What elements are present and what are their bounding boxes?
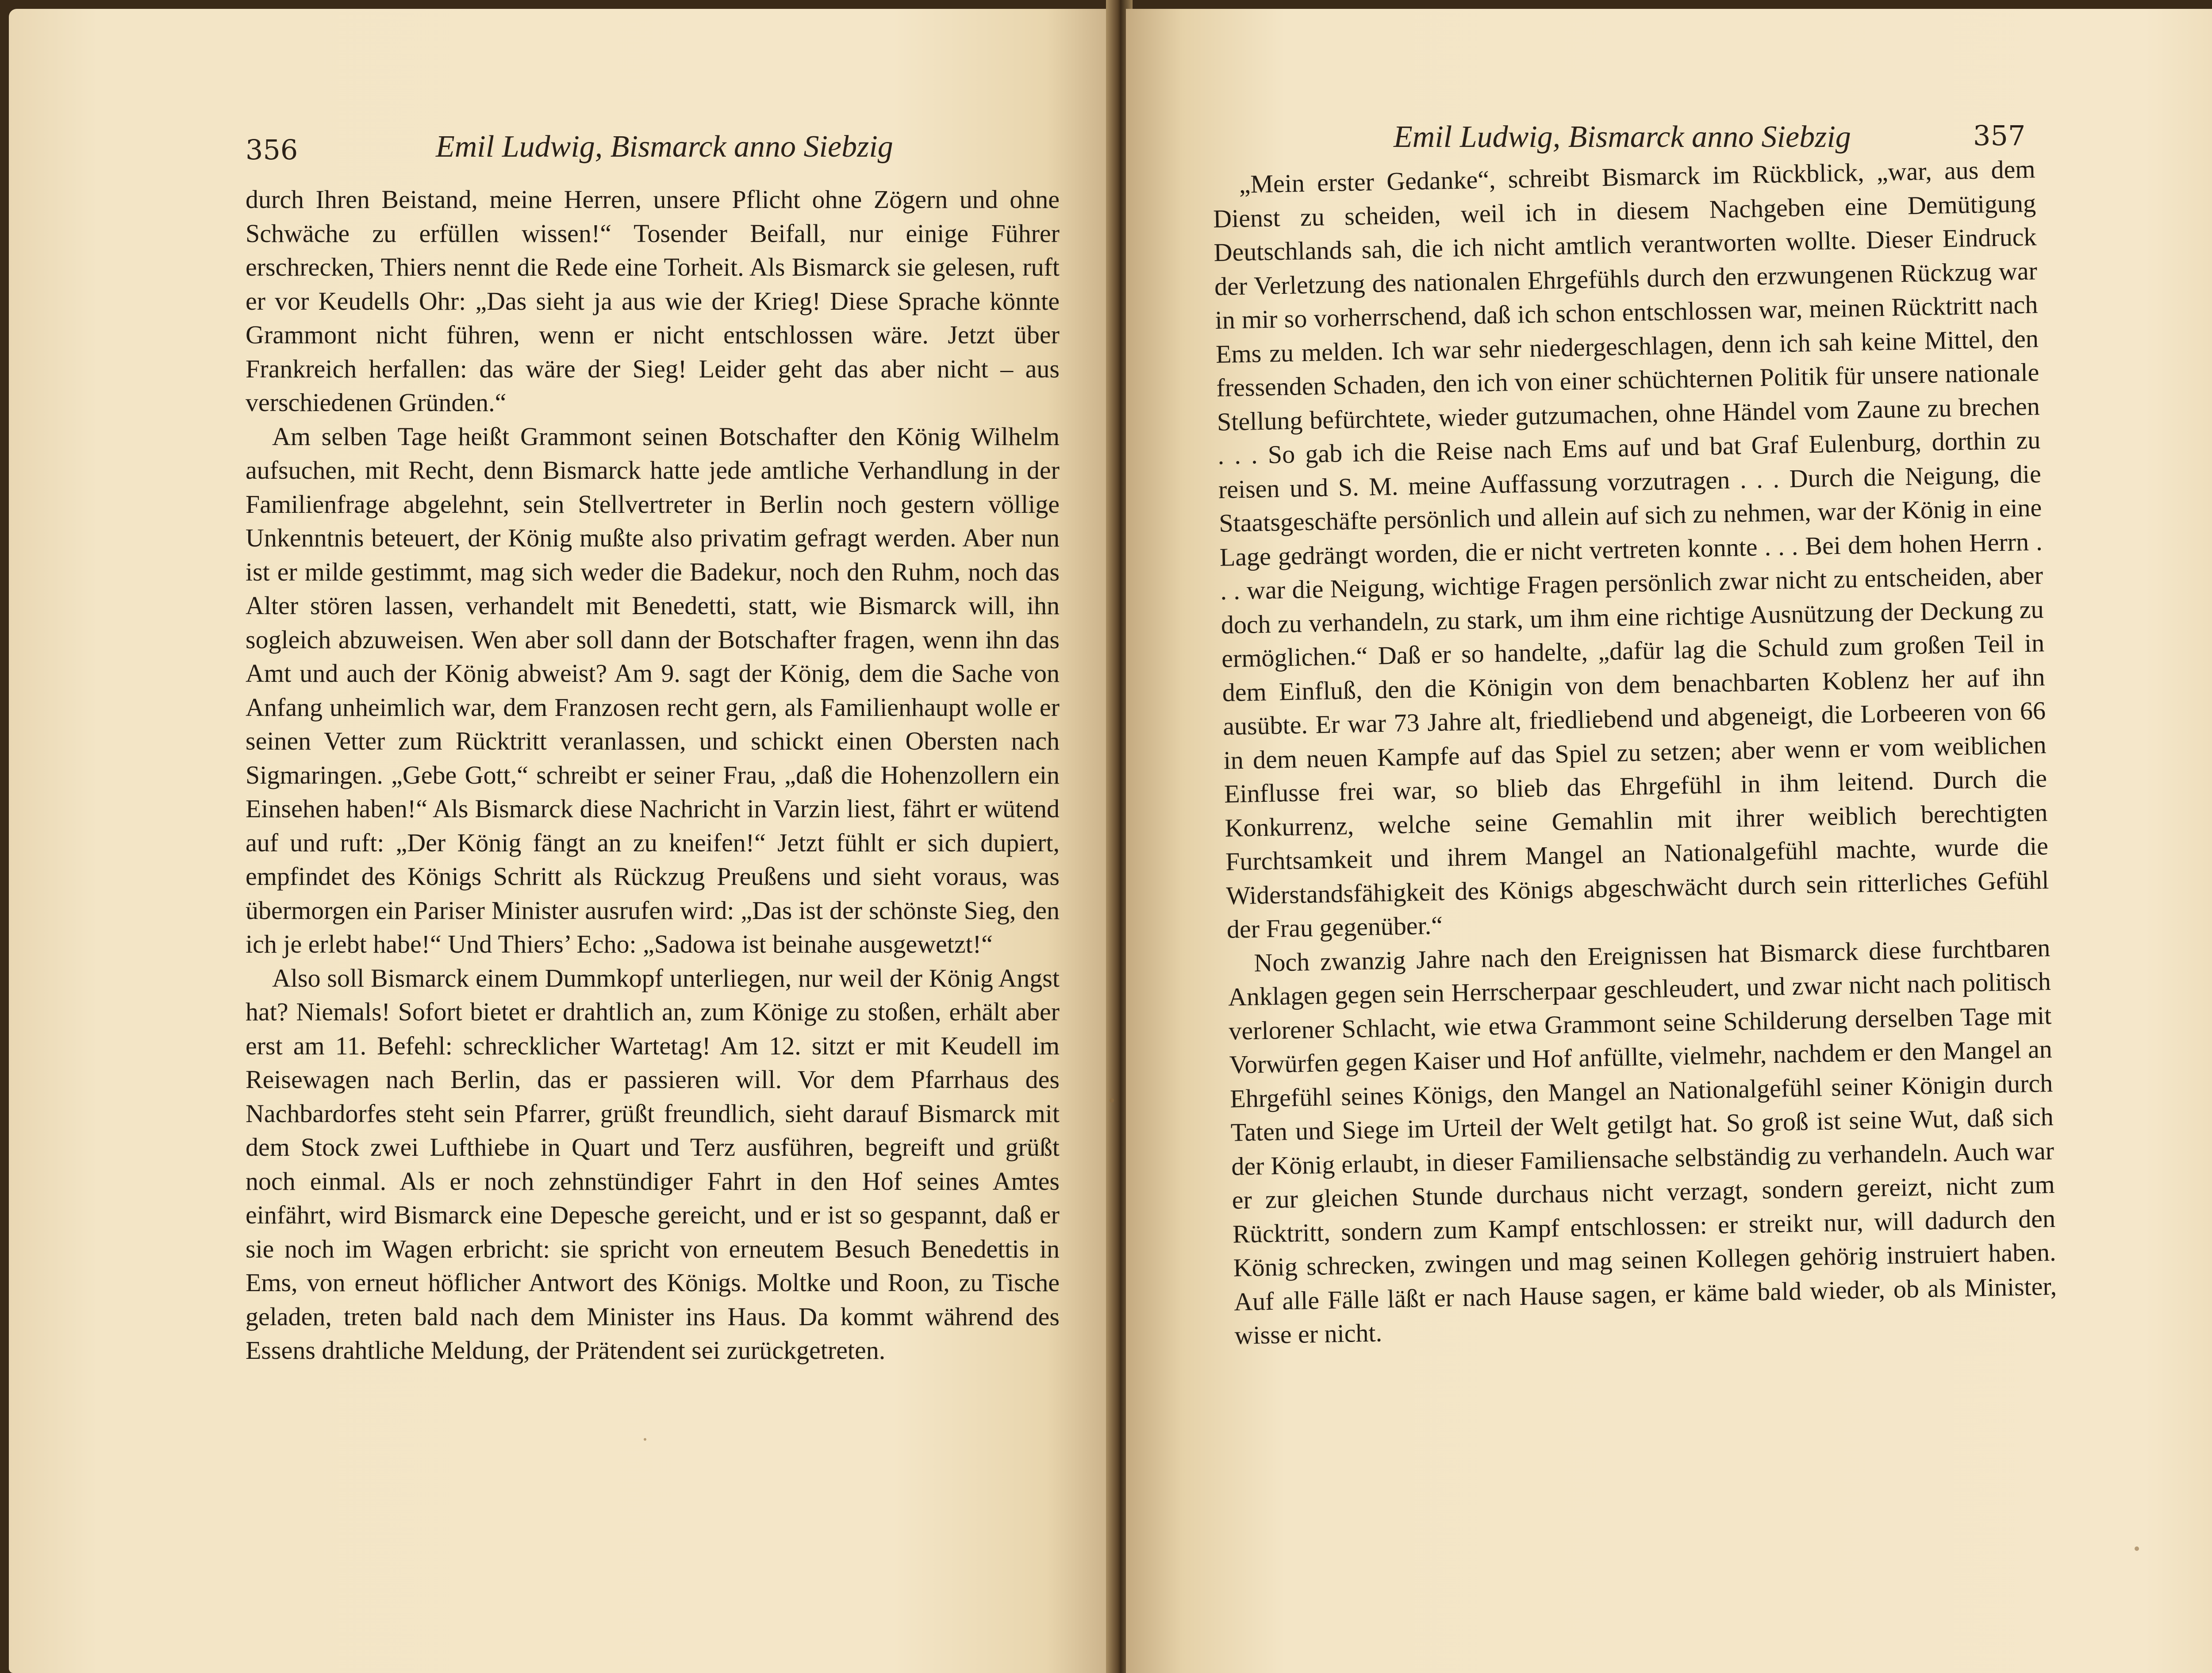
paper-speck xyxy=(1110,1098,1114,1103)
right-running-head: Emil Ludwig, Bismarck anno Siebzig xyxy=(1394,120,1851,154)
left-page-number: 356 xyxy=(246,134,298,166)
left-page-header xyxy=(246,116,1060,165)
right-paragraph: Noch zwanzig Jahre nach den Ereignissen hat Bismarck diese furchtbaren Anklagen gegen sein Herrscherpaar geschleudert, und zwar nicht nach politisch verlorener Schlacht, wie etwa Grammont seine Schilderung derselben Tage mit Vorwürfen gegen Kaiser und Hof anfüllte, vielmehr, nachdem er den Mangel an Ehrgefühl seines Königs, den Mangel an Nationalgefühl seiner Königin durch Taten und Siege im Urteil der Welt getilgt hat. So groß ist seine Wut, daß sich der König erlaubt, in dieser Familiensache selbständig zu verhandeln. Auch war er zur gleichen Stunde durchaus nicht verzagt, sondern gereizt, nicht zum Rücktritt, sondern zum Kampf entschlossen: er streikt nur, will dadurch den König schrecken, zwingen und mag seinen Kollegen gehörig instruiert haben. Auf alle Fälle läßt er nach Hause sagen, er käme bald wieder, ob als Minister, wisse er nicht. xyxy=(1228,933,2057,1350)
right-page-header xyxy=(1394,111,2026,159)
left-paragraph: Am selben Tage heißt Grammont seinen Botschafter den König Wilhelm aufsuchen, mit Recht, denn Bismarck hatte jede amtliche Verhandlung in der Familienfrage abgelehnt, sein Stellvertreter in Berlin noch gestern völlige Unkenntnis beteuert, der König mußte also privatim gefragt werden. Aber nun ist er milde gestimmt, mag sich weder die Badekur, noch den Ruhm, noch das Alter stören lassen, verhandelt mit Benedetti, statt, wie Bismarck will, ihn sogleich abzuweisen. Wen aber soll dann der Botschafter fragen, wenn ihn das Amt und auch der König abweist? Am 9. sagt der König, dem die Sache von Anfang unheimlich war, dem Franzosen recht gern, als Familienhaupt wolle er seinen Vetter zum Rücktritt veranlassen, und schickt einen Obersten nach Sigmaringen. „Gebe Gott,“ schreibt er seiner Frau, „daß die Hohenzollern ein Einsehen haben!“ Als Bismarck diese Nachricht in Varzin liest, fährt er wütend auf und ruft: „Der König fängt an zu kneifen!“ Jetzt fühlt er sich dupiert, empfindet des Königs Schritt als Rückzug Preußens und sieht voraus, was übermorgen ein Pariser Minister ausrufen wird: „Das ist der schönste Sieg, den ich je erlebt habe!“ Und Thiers’ Echo: „Sadowa ist beinahe ausgewetzt!“ xyxy=(246,422,1060,958)
paper-speck xyxy=(644,1438,646,1441)
left-running-head: Emil Ludwig, Bismarck anno Siebzig xyxy=(436,130,893,164)
paper-speck xyxy=(2135,1546,2139,1551)
left-paragraph: Also soll Bismarck einem Dummkopf unterliegen, nur weil der König Angst hat? Niemals! Sofort bietet er drahtlich an, zum Könige zu stoßen, erhält aber erst am 11. Befehl: schrecklicher Wartetag! Am 12. sitzt er mit Keudell im Reisewagen nach Berlin, das er passieren will. Vor dem Pfarrhaus des Nachbardorfes steht sein Pfarrer, grüßt freundlich, sieht darauf Bismarck mit dem Stock zwei Lufthiebe in Quart und Terz ausführen, begreift und grüßt noch einmal. Als er noch zehnstündiger Fahrt in den Hof seines Amtes einfährt, wird Bismarck eine Depesche gereicht, und er ist so gespannt, daß er sie noch im Wagen erbricht: sie spricht von erneutem Besuch Benedettis in Ems, von erneut höflicher Antwort des Königs. Moltke und Roon, zu Tische geladen, treten bald nach dem Minister ins Haus. Da kommt während des Essens drahtliche Meldung, der Prätendent sei zurückgetreten. xyxy=(246,963,1060,1365)
right-page-number: 357 xyxy=(1973,119,2026,152)
right-paragraph: „Mein erster Gedanke“, schreibt Bismarck im Rückblick, „war, aus dem Dienst zu scheiden, weil ich in diesem Nachgeben eine Demütigung Deutschlands sah, die ich nicht amtlich verantworten wollte. Dieser Eindruck der Verletzung des nationalen Ehrgefühls durch den erzwungenen Rückzug war in mir so vorherrschend, daß ich schon entschlossen war, meinen Rücktritt nach Ems zu melden. Ich war sehr niedergeschlagen, denn ich sah keine Mittel, den fressenden Schaden, den ich von einer schüchternen Politik für unsere nationale Stellung befürchtete, wieder gutzumachen, ohne Händel vom Zaune zu brechen . . . So gab ich die Reise nach Ems auf und bat Graf Eulenburg, dorthin zu reisen und S. M. meine Auffassung vorzutragen . . . Durch die Neigung, die Staatsgeschäfte persönlich und allein auf sich zu nehmen, war der König in eine Lage gedrängt worden, die er nicht vertreten konnte . . . Bei dem hohen Herrn . . . war die Neigung, wichtige Fragen persönlich zwar nicht zu entscheiden, aber doch zu verhandeln, zu stark, um ihm eine richtige Ausnützung der Deckung zu ermöglichen.“ Daß er so handelte, „dafür lag die Schuld zum großen Teil in dem Einfluß, den die Königin von dem benachbarten Koblenz her auf ihn ausübte. Er war 73 Jahre alt, friedliebend und abgeneigt, die Lorbeeren von 66 in dem neuen Kampfe auf das Spiel zu setzen; aber wenn er vom weiblichen Einflusse frei war, so blieb das Ehrgefühl in ihm leitend. Durch die Konkurrenz, welche seine Gemahlin mit ihrer weiblich berechtigten Furchtsamkeit und ihrem Mangel an Nationalgefühl machte, wurde die Widerstandsfähigkeit des Königs abgeschwächt durch sein ritterliches Gefühl der Frau gegenüber.“ xyxy=(1213,154,2049,944)
right-page-body xyxy=(1212,152,2058,1353)
left-page-body xyxy=(246,183,1060,1368)
left-paragraph: durch Ihren Beistand, meine Herren, unsere Pflicht ohne Zögern und ohne Schwäche zu erfüllen wissen!“ Tosender Beifall, nur einige Führer erschrecken, Thiers nennt die Rede eine Torheit. Als Bismarck sie gelesen, ruft er vor Keudells Ohr: „Das sieht ja aus wie der Krieg! Diese Sprache könnte Grammont nicht führen, wenn er nicht entschlossen wäre. Jetzt über Frankreich herfallen: das wäre der Sieg! Leider geht das aber nicht – aus verschiedenen Gründen.“ xyxy=(246,185,1060,417)
